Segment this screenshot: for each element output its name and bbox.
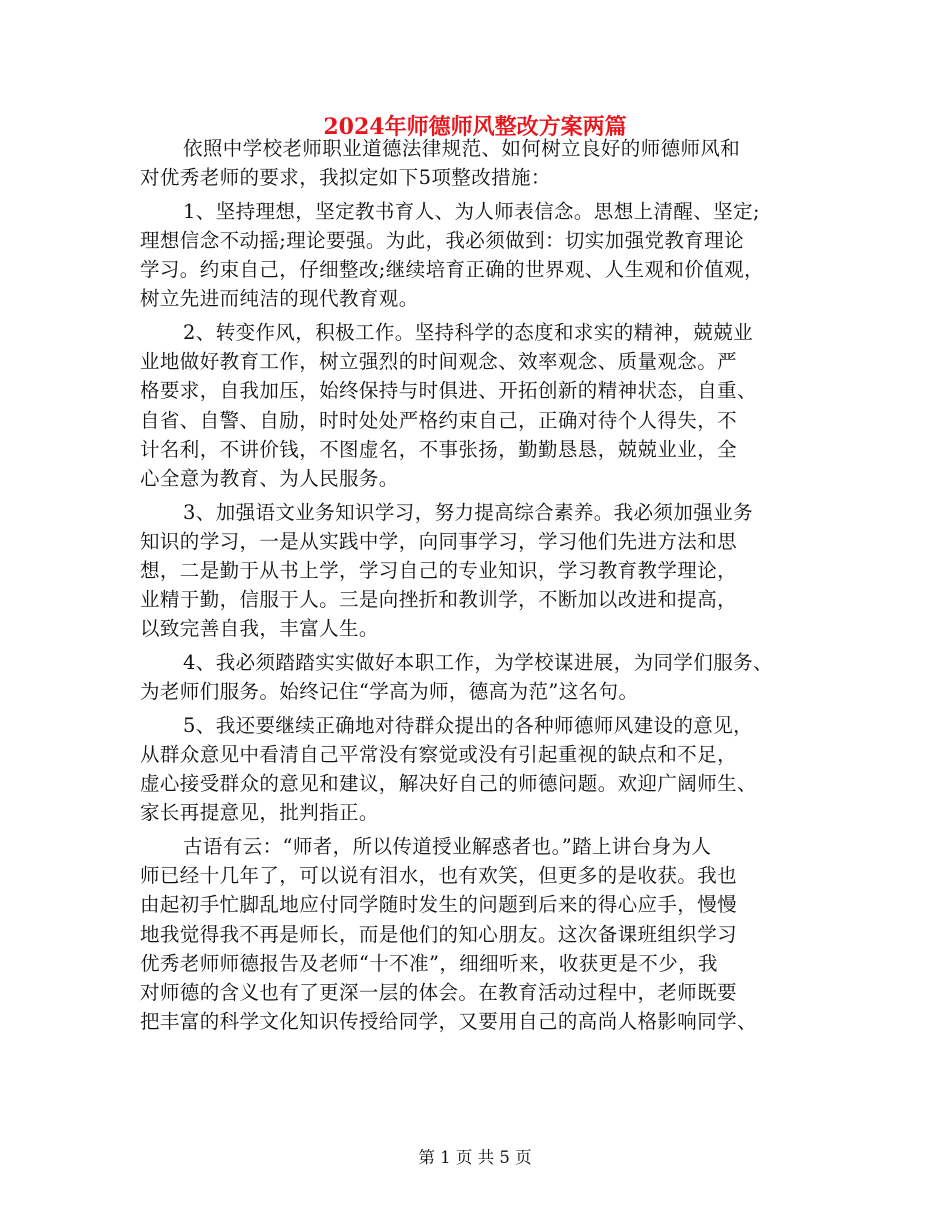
- text-line: 家长再提意见，批判指正。: [140, 801, 379, 825]
- paragraph: [140, 498, 830, 644]
- text-line: 对师德的含义也有了更深一层的体会。在教育活动过程中，老师既要: [140, 981, 738, 1005]
- paragraph: [140, 832, 830, 1036]
- text-line: 依照中学校老师职业道德法律规范、如何树立良好的师德师风和: [183, 137, 741, 160]
- text-line: 3、加强语文业务知识学习，努力提高综合素养。我必须加强业务: [183, 500, 754, 524]
- text-line: 为老师们服务。始终记住“学高为师，德高为范”这名句。: [140, 680, 639, 704]
- text-line: 业地做好教育工作，树立强烈的时间观念、效率观念、质量观念。严: [140, 350, 738, 374]
- paragraph: [140, 318, 830, 493]
- text-line: 虚心接受群众的意见和建议，解决好自己的师德问题。欢迎广阔师生、: [140, 772, 757, 796]
- text-line: 自省、自警、自励，时时处处严格约束自己，正确对待个人得失，不: [140, 408, 738, 432]
- paragraph: [140, 648, 830, 706]
- text-line: 4、我必须踏踏实实做好本职工作，为学校谋进展，为同学们服务、: [183, 651, 773, 675]
- text-line: 心全意为教育、为人民服务。: [140, 467, 399, 491]
- paragraph: [140, 197, 830, 314]
- page-number-footer: 第 1 页 共 5 页: [418, 1148, 532, 1167]
- text-line: 知识的学习，一是从实践中学，向同事学习，学习他们先进方法和思: [140, 529, 738, 553]
- paragraph: [140, 711, 830, 828]
- text-line: 古语有云：“师者，所以传道授业解惑者也。”踏上讲台身为人: [183, 835, 712, 859]
- text-line: 理想信念不动摇;理论要强。为此，我必须做到：切实加强党教育理论: [140, 229, 744, 252]
- text-line: 5、我还要继续正确地对待群众提出的各种师德师风建设的意见，: [183, 713, 754, 737]
- text-line: 想，二是勤于从书上学，学习自己的专业知识，学习教育教学理论，: [140, 559, 738, 583]
- text-line: 优秀老师师德报告及老师“十不准”，细细听来，收获更是不少，我: [140, 951, 718, 975]
- text-line: 树立先进而纯洁的现代教育观。: [140, 287, 419, 311]
- text-line: 学习。约束自己，仔细整改;继续培育正确的世界观、人生观和价值观，: [140, 258, 764, 282]
- text-line: 以致完善自我，丰富人生。: [140, 617, 379, 641]
- text-line: 对优秀老师的要求，我拟定如下5项整改措施：: [140, 166, 551, 190]
- text-line: 2、转变作风，积极工作。坚持科学的态度和求实的精神，兢兢业: [183, 321, 754, 344]
- text-line: 业精于勤，信服于人。三是向挫折和教训学，不断加以改进和提高，: [140, 588, 738, 612]
- document-body: [140, 134, 830, 1041]
- text-line: 1、坚持理想，坚定教书育人、为人师表信念。思想上清醒、坚定;: [183, 199, 760, 223]
- text-line: 由起初手忙脚乱地应付同学随时发生的问题到后来的得心应手，慢慢: [140, 893, 738, 917]
- text-line: 把丰富的科学文化知识传授给同学，又要用自己的高尚人格影响同学、: [140, 1010, 757, 1034]
- paragraph: [140, 134, 830, 192]
- text-line: 计名利，不讲价钱，不图虚名，不事张扬，勤勤恳恳，兢兢业业，全: [140, 437, 738, 461]
- text-line: 师已经十几年了，可以说有泪水，也有欢笑，但更多的是收获。我也: [140, 864, 738, 888]
- text-line: 从群众意见中看清自己平常没有察觉或没有引起重视的缺点和不足，: [140, 743, 738, 767]
- document-title: 2024年师德师风整改方案两篇: [323, 114, 627, 140]
- text-line: 格要求，自我加压，始终保持与时俱进、开拓创新的精神状态，自重、: [140, 379, 757, 403]
- text-line: 地我觉得我不再是师长，而是他们的知心朋友。这次备课班组织学习: [140, 922, 738, 946]
